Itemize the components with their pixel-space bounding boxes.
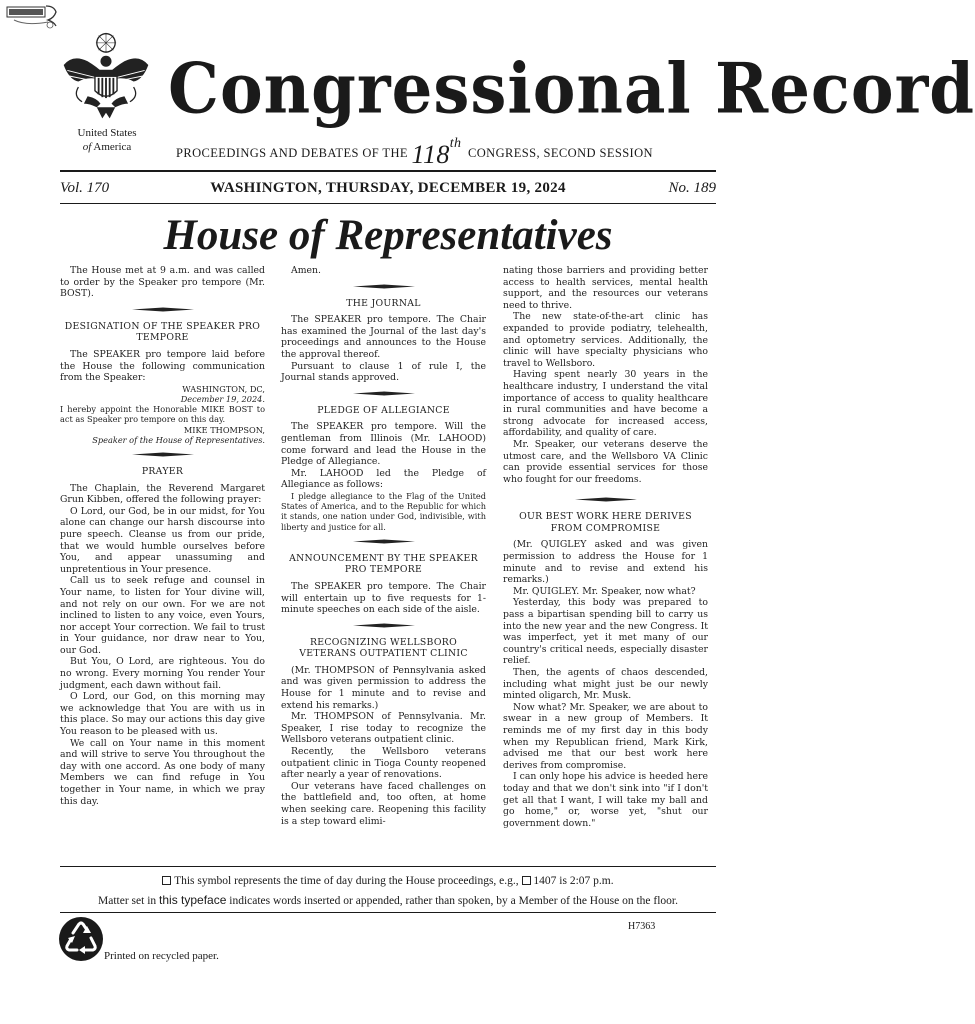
paragraph: Mr. Speaker, our veterans deserve the utmost care, and the Wellsboro VA Clinic can provide essential services for those who fought for our freedoms. <box>503 438 708 485</box>
volume-number: Vol. 170 <box>60 180 110 196</box>
paragraph: The SPEAKER pro tempore. The Chair has examined the Journal of the last day's proceedings and announces to the House the approval thereof. <box>281 314 486 360</box>
country-line-1: United States <box>77 127 137 139</box>
section-heading: OUR BEST WORK HERE DERIVES FROM COMPROMISE <box>519 511 692 534</box>
pledge-text: I pledge allegiance to the Flag of the United States of America, and to the Republic for which it stands, one nation under God, indivisible, with liberty and justice for all. <box>281 490 486 532</box>
section-heading: DESIGNATION OF THE SPEAKER PRO TEMPORE <box>64 320 261 344</box>
page-number: H7363 <box>628 921 656 932</box>
paragraph: Then, the agents of chaos descended, including what might just be our newly minted oligarch, Mr. Musk. <box>503 667 708 702</box>
congress-number: 118 <box>411 140 450 169</box>
paragraph: (Mr. THOMPSON of Pennsylvania asked and was given permission to address the House for 1 minute and to revise and extend his remarks.) <box>281 664 486 711</box>
paragraph: Mr. LAHOOD led the Pledge of Allegiance as follows: <box>281 467 486 491</box>
country-line-2-wrap <box>62 140 152 154</box>
paragraph: We call on Your name in this moment and will strive to serve You throughout the day with one accord. As one body of many Members we can find refuge in You together in Your name, in which we pray this day. <box>60 737 265 807</box>
section-heading: PLEDGE OF ALLEGIANCE <box>317 404 450 416</box>
typeface-note <box>60 891 716 911</box>
paragraph: Having spent nearly 30 years in the healthcare industry, I understand the vital importance of access to quality healthcare in rural communities and have become a strong advocate for increased access, affordability, and quality of care. <box>503 369 708 439</box>
paragraph: Recently, the Wellsboro veterans outpatient clinic in Tioga County reopened after nearly a year of renovations. <box>281 746 486 781</box>
paragraph: The Chaplain, the Reverend Margaret Grun Kibben, offered the following prayer: <box>60 482 265 506</box>
section-divider <box>353 623 415 628</box>
congress-suffix: th <box>449 136 462 151</box>
typeface-note-a: Matter set in <box>98 895 157 907</box>
paragraph: Yesterday, this body was prepared to pass a bipartisan spending bill to carry us into the new year and the new Congress. It was imperfect, yet it met many of our country's critical needs, especially disaster relief. <box>503 597 708 667</box>
paragraph: (Mr. QUIGLEY asked and was given permission to address the House for 1 minute and to revise and extend his remarks.) <box>503 539 708 586</box>
recycled-paper-note: Printed on recycled paper. <box>104 950 219 962</box>
typeface-note-b: indicates words inserted or appended, rather than spoken, by a Member of the House on the floor. <box>229 895 678 907</box>
paragraph: Our veterans have faced challenges on the battlefield and, too often, at home when seeking care. Reopening this facility is a step toward elimi- <box>281 780 486 827</box>
dateline-rule <box>60 203 716 204</box>
proceedings-suffix: CONGRESS, SECOND SESSION <box>467 146 653 160</box>
great-seal-eagle-icon <box>60 30 152 122</box>
section-heading: ANNOUNCEMENT BY THE SPEAKER PRO TEMPORE <box>289 552 478 576</box>
issue-date: WASHINGTON, THURSDAY, DECEMBER 19, 2024 <box>210 180 566 196</box>
issue-number: No. 189 <box>668 180 716 196</box>
chamber-title: House of Representatives <box>163 212 613 259</box>
paragraph: But You, O Lord, are righteous. You do no wrong. Every morning You render Your judgment, each dawn without fail. <box>60 656 265 691</box>
section-divider <box>132 307 194 312</box>
section-heading: RECOGNIZING WELLSBORO VETERANS OUTPATIENT CLINIC <box>299 636 468 660</box>
column-2 <box>281 265 486 827</box>
footer-rule <box>60 866 716 867</box>
time-symbol-icon <box>522 876 531 885</box>
paragraph: The House met at 9 a.m. and was called to order by the Speaker pro tempore (Mr. BOST). <box>60 265 265 300</box>
masthead-rule <box>60 170 716 172</box>
signature-name: MIKE THOMPSON, <box>183 424 265 435</box>
section-divider <box>132 452 194 457</box>
letter-place-text: WASHINGTON, DC, <box>182 383 265 394</box>
paragraph: O Lord, our God, on this morning may we acknowledge that You are with us in this place. So may our actions this day give You reason to be pleased with us. <box>60 691 265 738</box>
proceedings-prefix: PROCEEDINGS AND DEBATES OF THE <box>176 146 408 160</box>
recycle-icon <box>58 916 104 962</box>
symbol-note <box>60 872 716 891</box>
paragraph: nating those barriers and providing better access to health services, mental health support, and the resources our veterans need to thrive. <box>503 265 708 311</box>
letter-signature <box>60 425 265 435</box>
paragraph: The new state-of-the-art clinic has expanded to provide podiatry, telehealth, and optometry services. Additionally, the clinic will have specialty physicians who travel to Wellsboro. <box>503 311 708 369</box>
symbol-note-b: 1407 is 2:07 p.m. <box>533 875 614 887</box>
paragraph: Pursuant to clause 1 of rule I, the Journal stands approved. <box>281 360 486 384</box>
section-heading: THE JOURNAL <box>346 297 421 309</box>
section-heading: PRAYER <box>141 465 184 477</box>
paragraph: The SPEAKER pro tempore laid before the House the following communication from the Speaker: <box>60 348 265 384</box>
masthead-title: Congressional Record <box>168 48 975 130</box>
paragraph: The SPEAKER pro tempore. Will the gentleman from Illinois (Mr. LAHOOD) come forward and lead the House in the Pledge of Allegiance. <box>281 421 486 468</box>
paragraph: Mr. QUIGLEY. Mr. Speaker, now what? <box>513 585 696 597</box>
section-divider <box>353 284 415 289</box>
authenticated-badge-icon <box>6 4 60 30</box>
column-1 <box>60 265 265 807</box>
section-divider <box>353 539 415 544</box>
country-line-2: America <box>93 141 132 153</box>
paragraph: Now what? Mr. Speaker, we are about to swear in a new group of Members. It reminds me of my first day in this body when my Republican friend, Mark Kirk, advised me that our best work here derives from compromise. <box>503 701 708 771</box>
time-symbol-icon <box>162 876 171 885</box>
country-of: of <box>82 141 92 153</box>
section-divider <box>575 497 637 502</box>
signature-title: Speaker of the House of Representatives. <box>92 434 265 445</box>
proceedings-line <box>176 136 716 170</box>
paragraph: I can only hope his advice is heeded here today and that we don't sink into "if I don't get all that I want, I will take my ball and go home," or, worse yet, "shut our government down." <box>503 771 708 829</box>
appointment-text: I hereby appoint the Honorable MIKE BOST to act as Speaker pro tempore on this day. <box>60 404 265 425</box>
column-3 <box>503 265 708 829</box>
footer-bottom-rule <box>60 912 716 913</box>
section-divider <box>353 391 415 396</box>
symbol-note-a: This symbol represents the time of day during the House proceedings, e.g., <box>174 875 519 887</box>
paragraph: The SPEAKER pro tempore. The Chair will entertain up to five requests for 1-minute speeches on each side of the aisle. <box>281 580 486 616</box>
typeface-sample: this typeface <box>159 893 227 907</box>
letter-date: December 19, 2024. <box>180 393 265 404</box>
footer-notes <box>60 872 716 911</box>
paragraph: O Lord, our God, be in our midst, for You alone can change our harsh discourse into pure speech. Cleanse us from our pride, that we would humble ourselves before You, and appear unassuming and unpretentious in Your presence. <box>60 505 265 575</box>
country-caption <box>62 126 152 154</box>
dateline <box>60 178 716 200</box>
letter-place <box>60 384 265 394</box>
paragraph: Amen. <box>291 265 321 276</box>
paragraph: Call us to seek refuge and counsel in Your name, to listen for Your divine will, and not rely on our own. For we are not inclined to listen to any voice, even Yours, nor accept Your correction. We fail to trust in Your guidance, nor draw near to You, our God. <box>60 575 265 656</box>
paragraph: Mr. THOMPSON of Pennsylvania. Mr. Speaker, I rise today to recognize the Wellsboro veterans outpatient clinic. <box>281 711 486 746</box>
